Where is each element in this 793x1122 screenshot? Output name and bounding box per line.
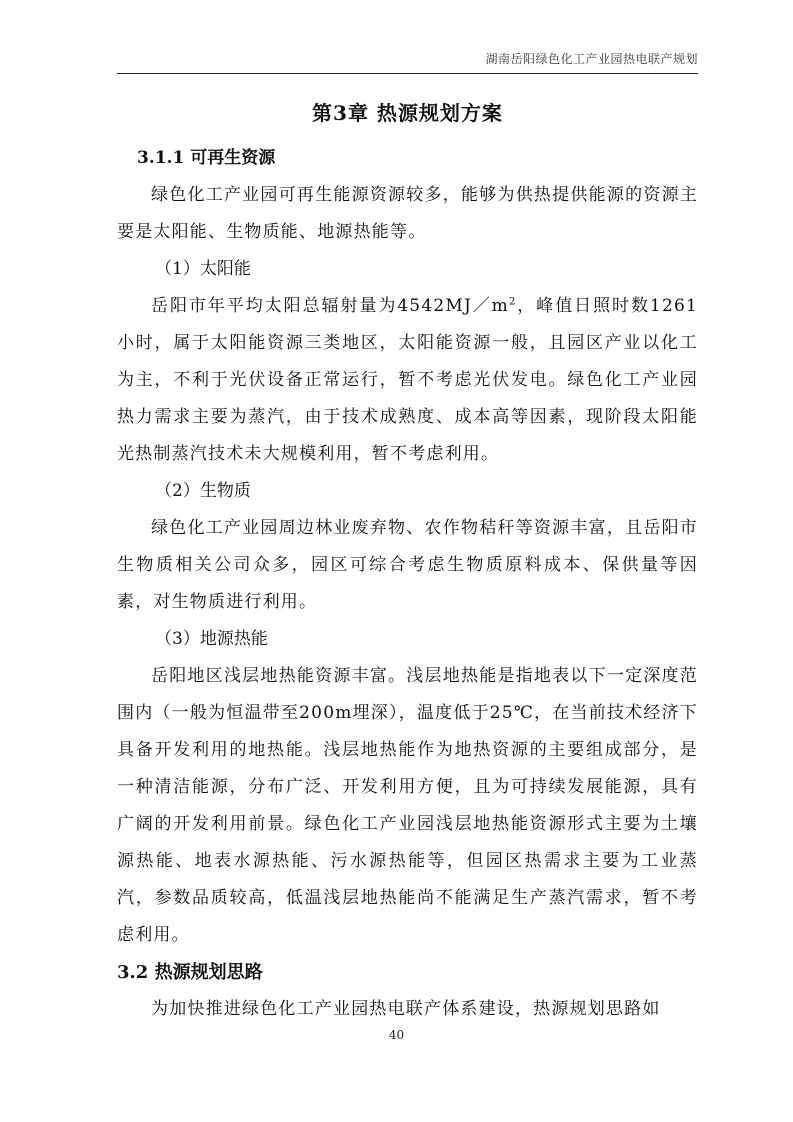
page-number: 40 xyxy=(388,1028,405,1042)
solar-superscript: 2 xyxy=(509,296,517,308)
page-body xyxy=(117,140,698,1028)
section-intro-paragraph: 绿色化工产业园可再生能源资源较多，能够为供热提供能源的资源主要是太阳能、生物质能、地源热能等。 xyxy=(117,185,698,242)
solar-paragraph xyxy=(117,288,698,473)
section-heading-3-1-1: 3.1.1 可再生资源 xyxy=(137,148,276,168)
geothermal-paragraph: 岳阳地区浅层地热能资源丰富。浅层地热能是指地表以下一定深度范围内（一般为恒温带至200m埋深），温度低于25℃，在当前技术经济下具备开发利用的地热能。浅层地热能作为地热资源的主要组成部分，是一种清洁能源，分布广泛、开发利用方便，且为可持续发展能源，具有广阔的开发利用前景。绿色化工产业园浅层地热能资源形式主要为土壤源热能、地表水源热能、污水源热能等，但园区热需求主要为工业蒸汽，参数品质较高，低温浅层地热能尚不能满足生产蒸汽需求，暂不考虑利用。 xyxy=(117,666,698,945)
running-header: 湖南岳阳绿色化工产业园热电联产规划 xyxy=(485,52,698,66)
subheading-biomass: （2）生物质 xyxy=(155,481,251,501)
subheading-solar: （1）太阳能 xyxy=(155,259,251,279)
header-rule xyxy=(117,73,698,74)
section-3-2-paragraph: 为加快推进绿色化工产业园热电联产体系建设，热源规划思路如 xyxy=(151,999,661,1019)
solar-text-part2: ，峰值日照时数1261小时，属于太阳能资源三类地区，太阳能资源一般，且园区产业以化工为主，不利于光伏设备正常运行，暂不考虑光伏发电。绿色化工产业园热力需求主要为蒸汽，由于技术成熟度、成本高等因素，现阶段太阳能光热制蒸汽技术未大规模利用，暂不考虑利用。 xyxy=(117,296,698,464)
biomass-paragraph: 绿色化工产业园周边林业废弃物、农作物秸秆等资源丰富，且岳阳市生物质相关公司众多，园区可综合考虑生物质原料成本、保供量等因素，对生物质进行利用。 xyxy=(117,518,698,612)
solar-text-part1: 岳阳市年平均太阳总辐射量为4542MJ／m xyxy=(151,296,509,316)
section-heading-3-2: 3.2 热源规划思路 xyxy=(117,962,263,983)
subheading-geothermal: （3）地源热能 xyxy=(155,629,268,649)
chapter-title: 第3章 热源规划方案 xyxy=(312,101,503,125)
